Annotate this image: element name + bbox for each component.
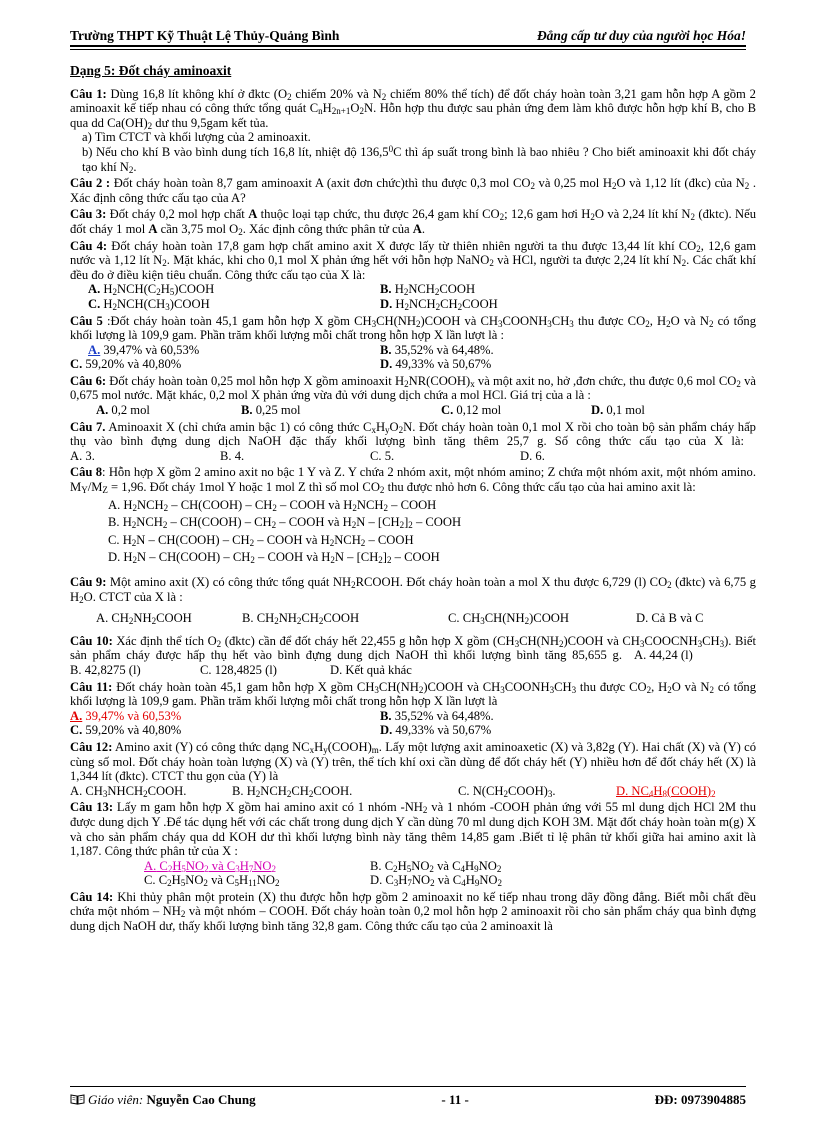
teacher-name: Nguyễn Cao Chung	[143, 1092, 256, 1107]
answer-b: B. 35,52% và 64,48%.	[380, 708, 494, 723]
question-label: Câu 9:	[70, 575, 107, 589]
question-13	[70, 800, 756, 888]
answer-c: C. $C_2H_5NO_2$ và $C_5H_{11}NO_2$	[144, 873, 280, 889]
page-footer	[70, 1091, 746, 1109]
question-text: Đốt cháy hoàn toàn 17,8 gam hợp chất amino axit X được lấy từ thiên nhiên người ta thu được 13,44 lít khí $CO_2$, 12,6 gam nước và 1,12 lít $N_2$. Mặt khác, khi cho 0,1 mol X phản ứng hết với hỗn hợp NaNO$_2$ và HCl, người ta được 2,24 lít khí $N_2$. Các chất khí đều đo ở điều kiện tiêu chuẩn. Công thức cấu tạo của X là:	[70, 238, 756, 282]
footer-phone: ĐĐ: 0973904885	[654, 1092, 746, 1107]
question-text: :Đốt cháy hoàn toàn 45,1 gam hỗn hợp X gồm $CH_3CH(NH_2)COOH$ và $CH_3COONH_3CH_3$ thu được $CO_2$, $H_2O$ và $N_2$ có tổng khối lượng là 109,9 gam. Phần trăm khối lượng mỗi chất trong hỗn hợp X lần lượt là :	[70, 313, 756, 343]
answer-b: B. $H_2NCH_2COOH$	[380, 282, 476, 298]
answer-c: C. 0,12 mol	[441, 403, 502, 418]
answer-row	[70, 873, 756, 888]
answer-c: C. 59,20% và 40,80%	[70, 723, 182, 738]
question-6	[70, 374, 756, 418]
question-part-a: a) Tìm CTCT và khối lượng của 2 aminoaxit.	[82, 130, 311, 145]
answer-b: B. $CH_2NH_2CH_2COOH$	[242, 611, 360, 627]
answer-b: B. 0,25 mol	[241, 403, 301, 418]
question-text: Xác định thể tích $O_2$ (đktc) cần để đốt cháy hết 22,455 g hỗn hợp X gồm ($CH_3CH(NH_2)COOH$ và $CH_3COOCNH_3CH_3$). Biết sản phẩm cháy được hấp thụ hết vào bình đựng dung dịch NaOH thì khối lượng bình tăng 85,655 g.	[70, 633, 756, 663]
teacher-label: Giáo viên:	[88, 1092, 144, 1107]
answer-d: D. 49,33% và 50,67%	[380, 357, 492, 372]
answer-row	[70, 282, 756, 297]
answer-d: D. 6.	[520, 448, 545, 463]
question-8	[70, 465, 756, 565]
question-label: Câu 12:	[70, 739, 113, 754]
question-1	[70, 87, 756, 175]
question-label: Câu 8	[70, 465, 103, 480]
answer-d: D. $H_2N$ – CH(COOH) – $CH_2$ – COOH và $H_2N - [CH_2]_2$ – COOH	[108, 550, 440, 566]
answer-c: C. $H_2NCH(CH_3)COOH$	[88, 296, 210, 312]
footer-teacher	[70, 1092, 256, 1108]
answer-a: A. $H_2NCH_2$ – CH(COOH) – $CH_2$ – COOH và $H_2NCH_2$ – COOH	[108, 497, 437, 513]
answer-a-correct: A. 39,47% và 60,53%	[88, 342, 200, 357]
answer-c: C. 128,4825 (l)	[200, 662, 277, 677]
question-2	[70, 176, 756, 205]
page-header	[70, 24, 746, 44]
question-label: Câu 1:	[70, 86, 107, 101]
answer-c: C. $N(CH_2COOH)_3$.	[458, 783, 556, 799]
answer-b: B. $H_2NCH_2CH_2COOH$.	[232, 783, 353, 799]
answer-b: B. $H_2NCH_2$ – CH(COOH) – $CH_2$ – COOH và $H_2N - [CH_2]_2$ – COOH	[108, 515, 462, 531]
question-text: Dùng 16,8 lít không khí ở đktc ($O_2$ chiếm 20% và $N_2$ chiếm 80% thể tích) để đốt cháy hoàn toàn 3,21 gam hỗn hợp A gồm 2 aminoaxit kế tiếp nhau có công thức tổng quát $C_nH_{2n+1}O_2N$. Hỗn hợp thu được sau phản ứng đem làm khô được hỗn hợp khí B, cho B qua dd $Ca(OH)_2$ dư thu 9,5gam kết tủa.	[70, 86, 756, 131]
question-label: Câu 11:	[70, 679, 113, 694]
answer-c: C. $H_2N$ – CH(COOH) – $CH_2$ – COOH và $H_2NCH_2$ – COOH	[108, 532, 414, 548]
answer-c: C. $CH_3CH(NH_2)COOH$	[448, 611, 569, 627]
header-slogan: Đẳng cấp tư duy của người học Hóa!	[536, 28, 746, 43]
answer-row	[70, 343, 756, 358]
answer-a: A. $H_2NCH(C_2H_5)COOH$	[88, 282, 215, 298]
question-label: Câu 7.	[70, 419, 106, 434]
answer-a: A. $CH_3NHCH_2COOH$.	[70, 783, 187, 799]
question-text: Khi thủy phân một protein (X) thu được hỗn hợp gồm 2 aminoaxit no kế tiếp nhau trong dãy đồng đẳng. Biết mỗi chất đều chứa một nhóm – $NH_2$ và một nhóm – COOH. Đốt cháy hoàn toàn 0,2 mol hỗn hợp 2 aminoaxit rồi cho sản phẩm cháy qua bình đựng dung dịch NaOH dư, thấy khối lượng bình tăng 32,8 gam. Công thức cấu tạo của 2 aminoaxit là	[70, 889, 756, 934]
answer-d: D. Kết quả khác	[330, 662, 412, 677]
answer-b: B. $C_2H_5NO_2$ và $C_4H_9NO_2$	[370, 858, 502, 874]
answer-row	[70, 403, 756, 418]
question-text: Một amino axit (X) có công thức tổng quát $NH_2RCOOH$. Đốt cháy hoàn toàn a mol X thu được 6,729 (l) $CO_2$ (đktc) và 6,75 g $H_2O$. CTCT của X là :	[70, 575, 756, 605]
answer-a-correct: A. $C_2H_5NO_2$ và $C_3H_7NO_2$	[144, 858, 277, 874]
question-14	[70, 890, 756, 934]
answer-b: B. 4.	[220, 448, 245, 463]
answer-row	[70, 297, 756, 312]
answer-c: C. 59,20% và 40,80%	[70, 357, 182, 372]
question-text: Lấy m gam hỗn hợp X gồm hai amino axit có 1 nhóm $-NH_2$ và 1 nhóm -COOH phản ứng với 55 ml dung dịch HCl 2M thu được dung dịch Y .Để tác dụng hết với các chất trong dung dịch Y cần dùng 70 ml dung dịch KOH 3M. Mặt đốt cháy hoàn toàn m(g) X và cho sản phẩm cháy qua dd KOH dư thì khối lượng bình này tăng thêm 14,85 gam .Biết tỉ lệ phân tử khối giữa hai amino axit là 1,187. Công thức phân tử của X :	[70, 800, 756, 859]
question-4	[70, 239, 756, 312]
answer-d: D. $C_3H_7NO_2$ và $C_4H_9NO_2$	[370, 873, 503, 889]
question-10	[70, 634, 756, 678]
question-label: Câu 13:	[70, 800, 114, 815]
question-label: Câu 6:	[70, 373, 107, 388]
question-text: Đốt cháy 0,2 mol hợp chất A thuộc loại tạp chức, thu được 26,4 gam khí $CO_2$; 12,6 gam hơi $H_2O$ và 2,24 lít khí $N_2$ (đktc). Nếu đốt cháy 1 mol A cần 3,75 mol $O_2$. Xác định công thức phân tử của A.	[70, 207, 756, 237]
answer-a: A. 3.	[70, 448, 95, 463]
answer-d: D. 49,33% và 50,67%	[380, 723, 492, 738]
question-text: : Hỗn hợp X gồm 2 amino axit no bậc 1 Y và Z. Y chứa 2 nhóm axit, một nhóm amino; Z chứa một nhóm axit, một nhóm amino. $M_Y/M_Z = 1,96$. Đốt cháy 1mol Y hoặc 1 mol Z thì số mol $CO_2$ thu được nhỏ hơn 6. Công thức cấu tạo của hai amino axit là:	[70, 465, 756, 496]
answer-row	[70, 611, 756, 626]
header-rule-thin	[70, 49, 746, 50]
question-11	[70, 680, 756, 738]
answer-d: D. Cả B và C	[636, 611, 704, 626]
question-label: Câu 3:	[70, 207, 107, 222]
answer-b: B. 35,52% và 64,48%.	[380, 342, 494, 357]
answer-c: C. 5.	[370, 448, 395, 463]
book-icon	[70, 1094, 85, 1105]
answer-row	[70, 709, 756, 724]
answer-row	[70, 723, 756, 738]
header-school: Trường THPT Kỹ Thuật Lệ Thủy-Quảng Bình	[70, 28, 340, 43]
section-title: Dạng 5: Đốt cháy aminoaxit	[70, 63, 232, 78]
question-7	[70, 420, 756, 464]
answer-a: A. $CH_2NH_2COOH$	[96, 611, 192, 627]
document-body	[70, 60, 756, 934]
answer-d: D. 0,1 mol	[591, 403, 645, 418]
footer-rule	[70, 1086, 746, 1087]
question-label: Câu 4:	[70, 238, 108, 253]
answer-b: B. 42,8275 (l)	[70, 662, 141, 677]
question-label: Câu 14:	[70, 889, 114, 904]
question-text: Đốt cháy hoàn toàn 0,25 mol hỗn hợp X gồm aminoaxit $H_2NR(COOH)_x$ và một axit no, hở ,đơn chức, thu được 0,6 mol $CO_2$ và 0,675 mol nước. Mặt khác, 0,2 mol X phản ứng vừa đủ với dung dịch chứa a mol HCl. Giá trị của a là :	[70, 373, 756, 403]
answer-a: A. 44,24 (l)	[634, 648, 693, 663]
page-number: - 11 -	[441, 1092, 469, 1107]
answer-row	[70, 859, 756, 874]
answer-row	[70, 357, 756, 372]
question-label: Câu 5	[70, 313, 103, 328]
question-label: Câu 10:	[70, 633, 113, 648]
question-text: Đốt cháy hoàn toàn 45,1 gam hỗn hợp X gồm $CH_3CH(NH_2)COOH$ và $CH_3COONH_3CH_3$ thu được $CO_2$, $H_2O$ và $N_2$ có tổng khối lượng là 109,9 gam. Phần trăm khối lượng mỗi chất trong hỗn hợp X lần lượt là	[70, 679, 757, 709]
answer-a-correct: A. 39,47% và 60,53%	[70, 708, 182, 723]
answer-a: A. 0,2 mol	[96, 403, 150, 418]
header-rule	[70, 45, 746, 47]
question-3	[70, 207, 756, 236]
question-text: Amino axit (Y) có công thức dạng $NC_xH_y(COOH)_m$. Lấy một lượng axit aminoaxetic (X) và 3,82g (Y). Hai chất (X) và (Y) có cùng số mol. Đốt cháy hoàn toàn lượng (X) và (Y) trên, thể tích khí oxi cần dùng để đốt cháy hết (Y) nhiều hơn để đốt cháy hết (X) là 1,344 lít (đktc). CTCT thu gọn của (Y) là	[70, 739, 756, 784]
question-part-b: b) Nếu cho khí B vào bình dung tích 16,8 lít, nhiệt độ 136,5$^0$C thì áp suất trong bình là bao nhiêu ? Cho biết aminoaxit khi đốt cháy tạo khí $N_2$.	[82, 143, 756, 175]
question-label: Câu 2 :	[70, 176, 111, 191]
answer-d-correct: D. $NC_4H_8(COOH)_2$	[616, 783, 716, 799]
question-12	[70, 740, 756, 798]
answer-row	[70, 784, 756, 799]
question-text: Aminoaxit X (chỉ chứa amin bậc 1) có công thức $C_xH_yO_2N$. Đốt cháy hoàn toàn 0,1 mol X rồi cho toàn bộ sản phẩm cháy hấp thụ vào bình đựng dung dịch NaOH đặc thấy khối lượng bình tăng thêm 25,7 g. Số công thức cấu tạo của X là:	[70, 419, 756, 449]
question-5	[70, 314, 756, 372]
question-9	[70, 575, 756, 626]
question-text: Đốt cháy hoàn toàn 8,7 gam aminoaxit A (axit đơn chức)thì thu được 0,3 mol $CO_2$ và 0,25 mol $H_2O$ và 1,12 lít (đkc) của $N_2$ . Xác định công thức cấu tạo của A?	[70, 176, 756, 205]
answer-d: D. $H_2NCH_2CH_2COOH$	[380, 296, 498, 312]
